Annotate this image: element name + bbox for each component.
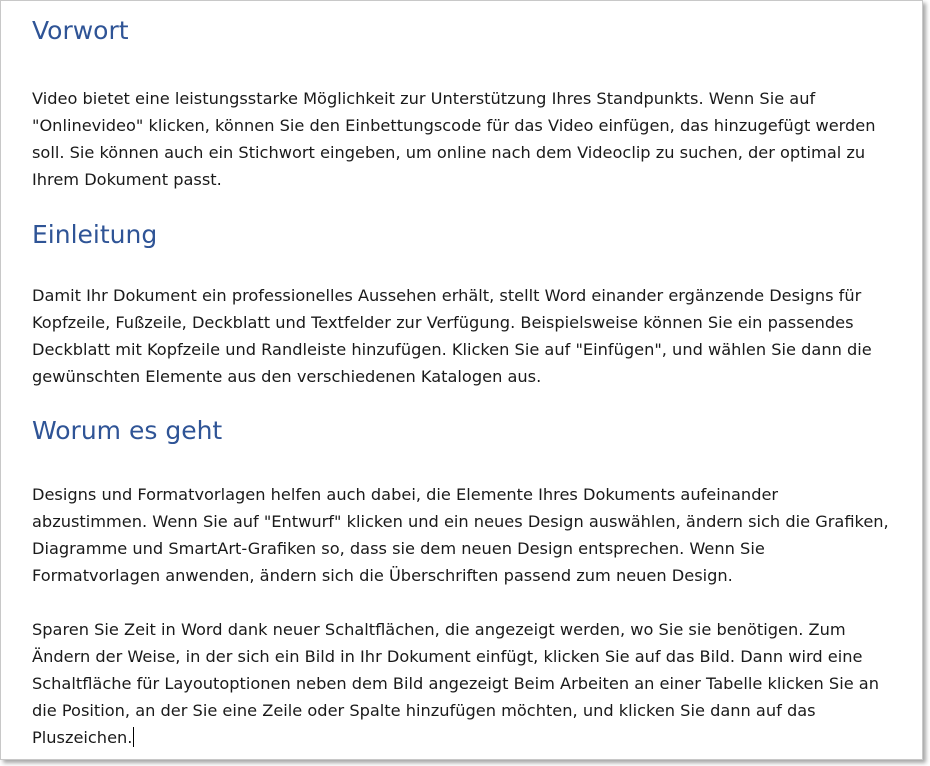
heading-vorwort: Vorwort xyxy=(32,16,129,45)
heading-einleitung: Einleitung xyxy=(32,220,158,249)
heading-worum-es-geht: Worum es geht xyxy=(32,416,223,445)
paragraph-worum-2-container xyxy=(32,616,892,751)
paragraph-einleitung: Damit Ihr Dokument ein professionelles Aussehen erhält, stellt Word einander ergänzende Designs für Kopfzeile, Fußzeile, Deckblatt und Textfelder zur Verfügung. Beispielsweise können Sie ein passendes Deckblatt mit Kopfzeile und Randleiste hinzufügen. Klicken Sie auf "Einfügen", und wählen Sie dann die gewünschten Elemente aus den verschiedenen Katalogen aus. xyxy=(32,286,872,386)
paragraph-worum-1: Designs und Formatvorlagen helfen auch dabei, die Elemente Ihres Dokuments aufeinander abzustimmen. Wenn Sie auf "Entwurf" klicken und ein neues Design auswählen, ändern sich die Grafiken, Diagramme und SmartArt-Grafiken so, dass sie dem neuen Design entsprechen. Wenn Sie Formatvorlagen anwenden, ändern sich die Überschriften passend zum neuen Design. xyxy=(32,485,889,585)
text-cursor xyxy=(133,727,134,747)
paragraph-worum-2: Sparen Sie Zeit in Word dank neuer Schaltflächen, die angezeigt werden, wo Sie sie benötigen. Zum Ändern der Weise, in der sich ein Bild in Ihr Dokument einfügt, klicken Sie auf das Bild. Dann wird eine Schaltfläche für Layoutoptionen neben dem Bild angezeigt Beim Arbeiten an einer Tabelle klicken Sie an die Position, an der Sie eine Zeile oder Spalte hinzufügen möchten, und klicken Sie dann auf das Pluszeichen. xyxy=(32,620,879,747)
paragraph-vorwort: Video bietet eine leistungsstarke Möglichkeit zur Unterstützung Ihres Standpunkts. Wenn Sie auf "Onlinevideo" klicken, können Sie den Einbettungscode für das Video einfügen, das hinzugefügt werden soll. Sie können auch ein Stichwort eingeben, um online nach dem Videoclip zu suchen, der optimal zu Ihrem Dokument passt. xyxy=(32,89,876,189)
